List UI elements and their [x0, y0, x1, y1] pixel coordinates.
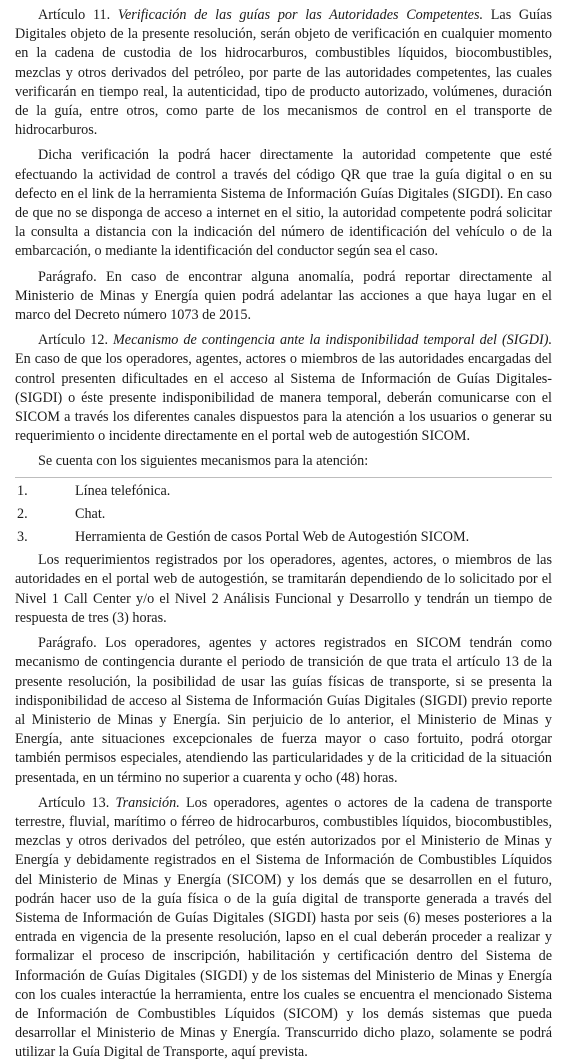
- article-11-verification-paragraph: Dicha verificación la podrá hacer directamente la autoridad competente que esté efectuando la actividad de control a través del código QR que trae la guía digital o en su defecto en el link de la herramienta Sistema de Información Guías Digitales (SIGDI). En caso de que no se disponga de acceso a internet en el sitio, la autoridad competente podrá solicitar la consulta a distancia con la indicación del número de identificación del vehículo o de la embarcación, o mediante la identificación del conductor según sea el caso.: [15, 147, 552, 260]
- article-12-list-intro: Se cuenta con los siguientes mecanismos para la atención:: [38, 453, 369, 470]
- article-11-paragrafo: Parágrafo. En caso de encontrar alguna anomalía, podrá reportar directamente al Ministerio de Minas y Energía quien podrá adelantar las acciones a que haya lugar en el marco del Decreto número 1073 de 2015.: [15, 268, 552, 324]
- article-12-title: Mecanismo de contingencia ante la indisponibilidad temporal del (SIGDI).: [112, 332, 552, 349]
- attention-mechanisms-list: [15, 477, 552, 548]
- article-13-body: Los operadores, agentes o actores de la cadena de transporte terrestre, fluvial, marítimo o férreo de hidrocarburos, combustibles líquidos, biocombustibles, mezclas y otros derivados del petróleo, que estén autorizados por el Ministerio de Minas y Energía y debidamente registrados en el Sistema de Información de Combustibles Líquidos del Ministerio de Minas y Energía (SICOM) y los demás que se desarrollen en el futuro, podrán hacer uso de la guía física o de la guía digital de transporte generada a través del Sistema de Información de Guías Digitales (SIGDI) hasta por seis (6) meses posteriores a la entrada en vigencia de la presente resolución, lapso en el cual deberán proceder a realizar y formalizar el proceso de inscripción, habilitación y certificación dentro del Sistema de Información de Guías Digitales (SIGDI) y de los sistemas del Ministerio de Minas y Energía con los cuales interactúe la herramienta, entre los cuales se encuentra el mencionado Sistema de Información de Combustibles Líquidos (SICOM) y los demás sistemas que pueda desarrollar el Ministerio de Minas y Energía. Transcurrido dicho plazo, solamente se podrá utilizar la Guía Digital de Transporte, aquí prevista.: [15, 794, 553, 1061]
- article-11-body: Las Guías Digitales objeto de la presente resolución, serán objeto de verificación en cualquier momento en la cadena de custodia de los hidrocarburos, combustibles líquidos, biocombustibles, mezclas y otros derivados del petróleo, por parte de las autoridades competentes, las cuales verificarán en tiempo real, la autenticidad, tipo de producto autorizado, volúmenes, duración de la guía, entre otros, como parte de los mecanismos de control en el transporte de hidrocarburos.: [15, 7, 552, 139]
- list-item-text: Herramienta de Gestión de casos Portal Web de Autogestión SICOM.: [75, 529, 470, 546]
- list-item-text: Línea telefónica.: [75, 482, 171, 499]
- article-13-title: Transición.: [115, 794, 180, 811]
- list-item-number: 1.: [17, 482, 28, 499]
- list-item-text: Chat.: [75, 505, 106, 522]
- list-item-number: 2.: [17, 505, 28, 522]
- article-11-paragraph: [15, 6, 552, 140]
- list-item: [15, 505, 552, 524]
- list-item-number: 3.: [17, 529, 28, 546]
- article-13-paragraph: [15, 794, 552, 1063]
- article-13-label: Artículo 13.: [38, 794, 110, 811]
- article-12-label: Artículo 12.: [38, 332, 108, 349]
- article-12-requerimientos-paragraph: Los requerimientos registrados por los operadores, agentes, actores, o miembros de las autoridades en el portal web de autogestión, se tramitarán dependiendo de lo solicitado por el Nivel 1 Call Center y/o el Nivel 2 Análisis Funcional y Desarrollo y tendrán un tiempo de respuesta de tres (3) horas.: [15, 552, 552, 626]
- article-11-label: Artículo 11.: [38, 7, 111, 23]
- list-item: [15, 528, 552, 547]
- article-12-paragraph: [15, 331, 552, 446]
- article-11-title: Verificación de las guías por las Autoridades Competentes.: [117, 7, 484, 23]
- article-12-paragrafo: Parágrafo. Los operadores, agentes y actores registrados en SICOM tendrán como mecanismo de contingencia durante el periodo de transición de que trata el artículo 13 de la presente resolución, la posibilidad de usar las guías físicas de transporte, si se presenta la indisponibilidad de acceso al Sistema de Información Guías Digitales (SIGDI) previo reporte al Ministerio de Minas y Energía. Sin perjuicio de lo anterior, el Ministerio de Minas y Energía, ante situaciones excepcionales de fuerza mayor o caso fortuito, podrá otorgar también permisos especiales, atendiendo las particularidades y de la criticidad de la situación presentada, en un término no superior a cuarenta y ocho (48) horas.: [15, 635, 552, 786]
- list-item: [15, 482, 552, 501]
- article-12-body: En caso de que los operadores, agentes, actores o miembros de las autoridades encargadas del control presenten dificultades en el acceso al Sistema de Información de Guías Digitales-(SIGDI) o éste presente indisponibilidad de manera temporal, deberán comunicarse con el SICOM a través los diferentes canales dispuestos para la atención a los usuarios o generar su requerimiento o incidente directamente en el portal web de autogestión SICOM.: [15, 351, 552, 445]
